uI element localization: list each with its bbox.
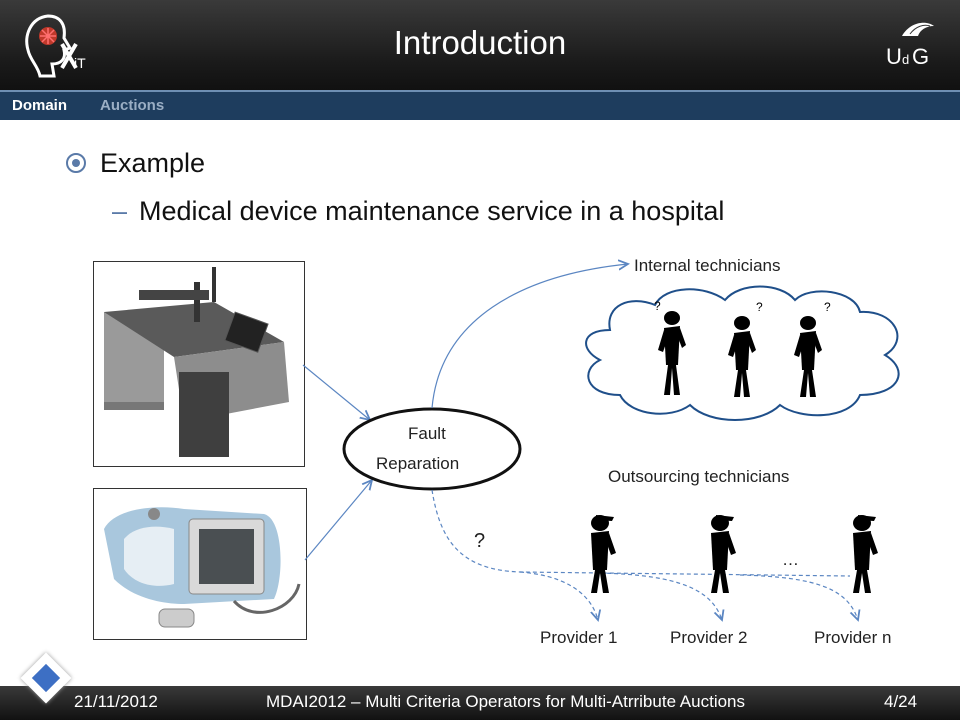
arrow-provider-n <box>740 575 858 620</box>
svg-text:?: ? <box>756 300 763 314</box>
fault-reparation-node <box>344 409 520 489</box>
svg-text:?: ? <box>824 300 831 314</box>
svg-text:U: U <box>886 44 902 69</box>
arrow-device2 <box>305 480 372 560</box>
ellipsis: … <box>782 550 799 569</box>
svg-text:G: G <box>912 44 930 69</box>
footer-bar <box>0 686 960 720</box>
provider-figure-1-icon <box>591 515 616 593</box>
provider-figure-n-icon <box>853 515 878 593</box>
svg-text:d: d <box>902 52 910 67</box>
dash-marker: – <box>112 196 128 226</box>
svg-text:?: ? <box>654 299 661 313</box>
provider-n-label: Provider n <box>814 628 892 647</box>
slide-title: Introduction <box>393 24 567 61</box>
internal-technicians-label: Internal technicians <box>634 256 781 275</box>
question-mark: ? <box>474 530 486 552</box>
arrow-provider-2 <box>600 573 722 620</box>
bullet-text: Example <box>100 148 206 178</box>
provider-2-label: Provider 2 <box>670 628 748 647</box>
nav-item-domain[interactable]: Domain <box>12 97 68 114</box>
fault-label-line1: Fault <box>408 424 446 443</box>
outsourcing-technicians-label: Outsourcing technicians <box>608 467 790 486</box>
arrow-provider-1 <box>520 572 598 620</box>
subbullet-text: Medical device maintenance service in a hospital <box>139 196 725 226</box>
provider-figure-2-icon <box>711 515 736 593</box>
svg-text:iT: iT <box>74 55 86 71</box>
arrow-device1 <box>303 365 370 420</box>
fault-label-line2: Reparation <box>376 454 460 473</box>
provider-1-label: Provider 1 <box>540 628 618 647</box>
nav-item-auctions[interactable]: Auctions <box>100 97 165 114</box>
footer-page-number: 4/24 <box>884 692 918 711</box>
footer-event: MDAI2012 – Multi Criteria Operators for Multi-Atrribute Auctions <box>266 692 746 711</box>
footer-date: 21/11/2012 <box>74 692 158 711</box>
